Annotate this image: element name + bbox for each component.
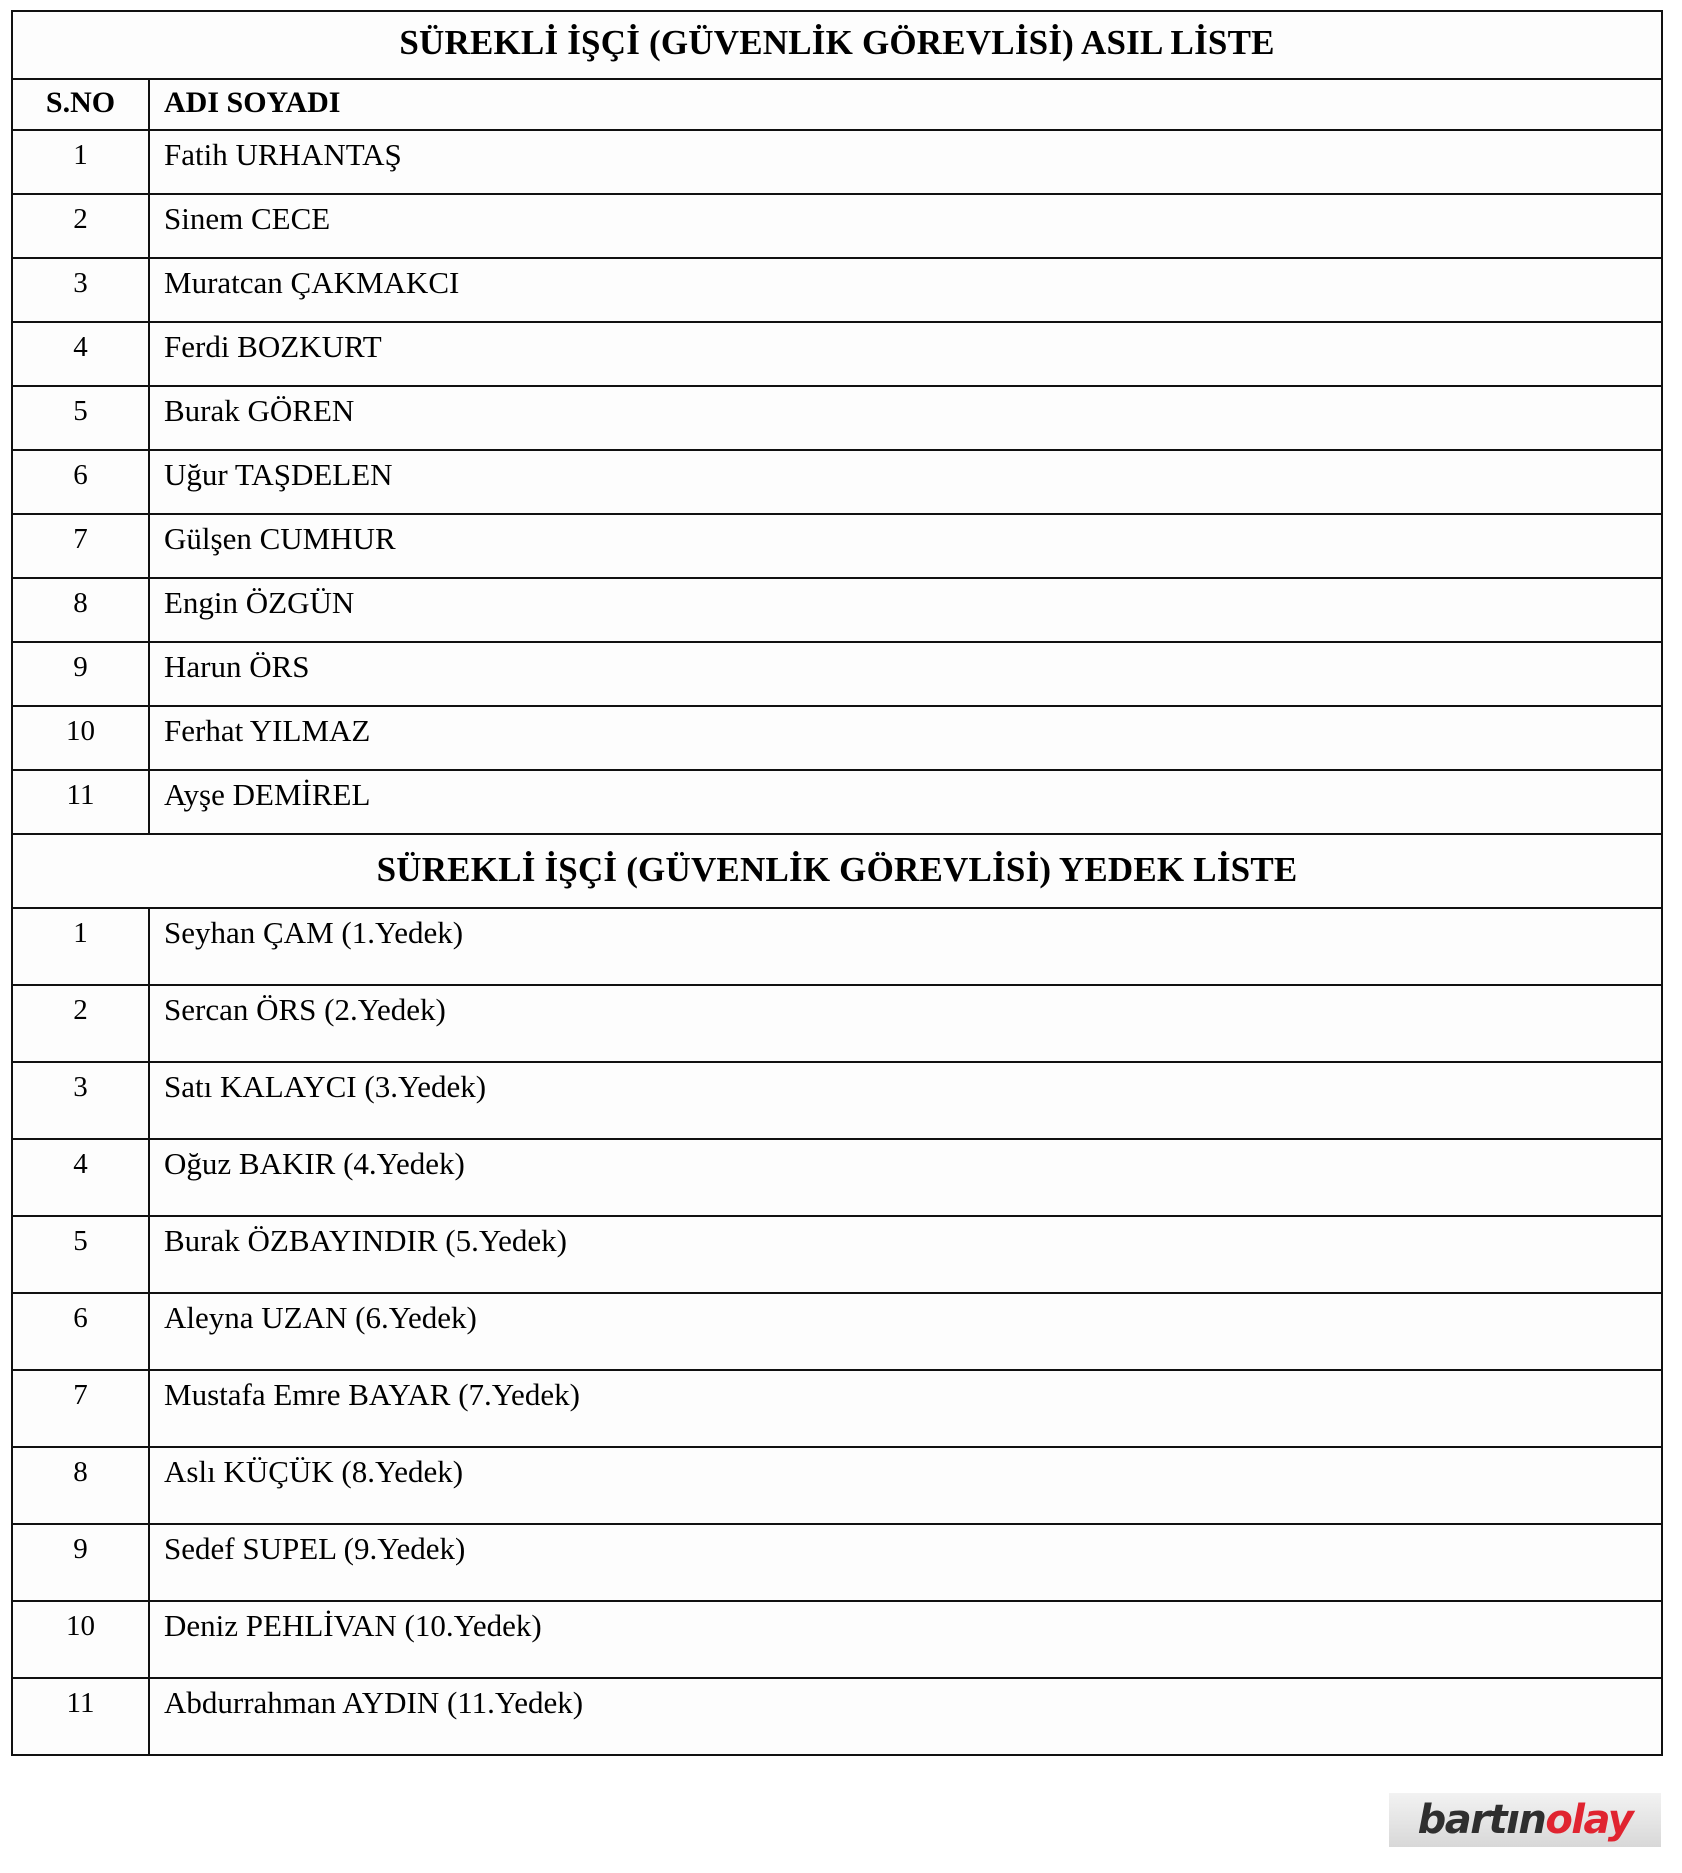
- row-sno: 7: [12, 1370, 149, 1447]
- row-name: Ferhat YILMAZ: [149, 706, 1662, 770]
- row-name: Satı KALAYCI (3.Yedek): [149, 1062, 1662, 1139]
- column-header-name: ADI SOYADI: [149, 79, 1662, 130]
- logo-text-dark: bartın: [1417, 1797, 1546, 1843]
- table-body: [12, 11, 1662, 1755]
- row-sno: 9: [12, 642, 149, 706]
- row-sno: 6: [12, 1293, 149, 1370]
- row-name: Burak GÖREN: [149, 386, 1662, 450]
- row-sno: 8: [12, 1447, 149, 1524]
- row-sno: 5: [12, 1216, 149, 1293]
- row-sno: 6: [12, 450, 149, 514]
- row-name: Sedef SUPEL (9.Yedek): [149, 1524, 1662, 1601]
- table-row: [12, 258, 1662, 322]
- table-row: [12, 1062, 1662, 1139]
- logo-text-red: olay: [1545, 1797, 1633, 1843]
- row-sno: 4: [12, 1139, 149, 1216]
- row-name: Harun ÖRS: [149, 642, 1662, 706]
- row-sno: 7: [12, 514, 149, 578]
- row-name: Fatih URHANTAŞ: [149, 130, 1662, 194]
- row-name: Ayşe DEMİREL: [149, 770, 1662, 834]
- row-sno: 2: [12, 194, 149, 258]
- table-row: [12, 1524, 1662, 1601]
- table-row: [12, 386, 1662, 450]
- logo-wordmark: [1417, 1797, 1633, 1843]
- row-name: Sinem CECE: [149, 194, 1662, 258]
- table-row: [12, 578, 1662, 642]
- row-sno: 3: [12, 258, 149, 322]
- personnel-list-table: [11, 10, 1663, 1756]
- row-name: Aleyna UZAN (6.Yedek): [149, 1293, 1662, 1370]
- row-name: Muratcan ÇAKMAKCI: [149, 258, 1662, 322]
- table-row: [12, 130, 1662, 194]
- table-row: [12, 706, 1662, 770]
- row-name: Abdurrahman AYDIN (11.Yedek): [149, 1678, 1662, 1755]
- table-row: [12, 770, 1662, 834]
- table-row: [12, 1293, 1662, 1370]
- row-sno: 4: [12, 322, 149, 386]
- row-sno: 1: [12, 130, 149, 194]
- column-header-sno: S.NO: [12, 79, 149, 130]
- row-name: Engin ÖZGÜN: [149, 578, 1662, 642]
- table-row: [12, 322, 1662, 386]
- row-sno: 9: [12, 1524, 149, 1601]
- table-row: [12, 1601, 1662, 1678]
- row-name: Seyhan ÇAM (1.Yedek): [149, 908, 1662, 985]
- row-sno: 2: [12, 985, 149, 1062]
- row-sno: 11: [12, 770, 149, 834]
- row-sno: 11: [12, 1678, 149, 1755]
- table-row: [12, 1370, 1662, 1447]
- row-sno: 5: [12, 386, 149, 450]
- row-sno: 8: [12, 578, 149, 642]
- row-name: Deniz PEHLİVAN (10.Yedek): [149, 1601, 1662, 1678]
- row-name: Mustafa Emre BAYAR (7.Yedek): [149, 1370, 1662, 1447]
- reserve-list-title: SÜREKLİ İŞÇİ (GÜVENLİK GÖREVLİSİ) YEDEK LİSTE: [12, 834, 1662, 908]
- table-row: [12, 642, 1662, 706]
- row-name: Ferdi BOZKURT: [149, 322, 1662, 386]
- row-name: Uğur TAŞDELEN: [149, 450, 1662, 514]
- table-row: [12, 1139, 1662, 1216]
- primary-list-title-row: [12, 11, 1662, 79]
- row-name: Gülşen CUMHUR: [149, 514, 1662, 578]
- reserve-list-title-row: [12, 834, 1662, 908]
- table-row: [12, 514, 1662, 578]
- row-sno: 10: [12, 706, 149, 770]
- table-row: [12, 1216, 1662, 1293]
- row-sno: 3: [12, 1062, 149, 1139]
- table-row: [12, 1447, 1662, 1524]
- row-sno: 10: [12, 1601, 149, 1678]
- table-row: [12, 908, 1662, 985]
- row-sno: 1: [12, 908, 149, 985]
- row-name: Burak ÖZBAYINDIR (5.Yedek): [149, 1216, 1662, 1293]
- table-row: [12, 1678, 1662, 1755]
- table-row: [12, 985, 1662, 1062]
- table-row: [12, 194, 1662, 258]
- row-name: Aslı KÜÇÜK (8.Yedek): [149, 1447, 1662, 1524]
- row-name: Sercan ÖRS (2.Yedek): [149, 985, 1662, 1062]
- primary-list-title: SÜREKLİ İŞÇİ (GÜVENLİK GÖREVLİSİ) ASIL LİSTE: [12, 11, 1662, 79]
- table-row: [12, 450, 1662, 514]
- column-header-row: [12, 79, 1662, 130]
- bartinolay-watermark-logo: [1389, 1793, 1661, 1847]
- row-name: Oğuz BAKIR (4.Yedek): [149, 1139, 1662, 1216]
